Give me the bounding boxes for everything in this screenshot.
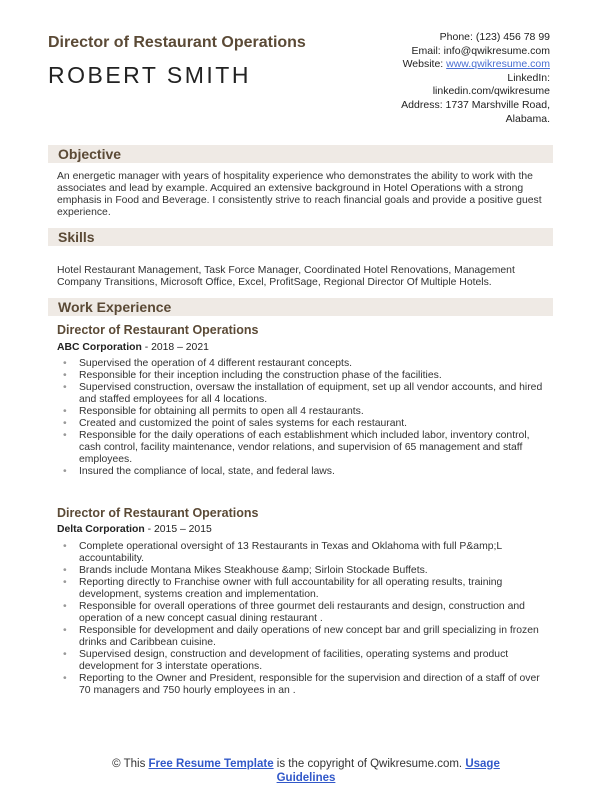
experience-section-header — [48, 298, 553, 316]
job-1-company-line — [57, 342, 209, 353]
contact-address-line2: Alabama. — [505, 112, 550, 125]
contact-website — [330, 58, 550, 72]
contact-block — [330, 31, 550, 126]
list-item: • Responsible for the daily operations of each establishment which included labor, inventory control, cash control, facility maintenance, vendor relations, and supervision of 65 management and staff employees. — [57, 430, 552, 466]
job-1-title: Director of Restaurant Operations — [57, 323, 259, 337]
contact-linkedin-label: LinkedIn: — [507, 71, 550, 84]
job-2-company: Delta Corporation — [57, 524, 145, 535]
objective-heading: Objective — [58, 146, 122, 162]
list-item: • Reporting directly to Franchise owner with full accountability for all operating results, training development, systems creation and implementation. — [57, 577, 552, 601]
objective-text: An energetic manager with years of hospitality experience who demonstrates the ability to work with the associates and lead by example. Acquired an extensive background in Hotel Operations with a strong emphasis in Food and Beverage. I consistently strive to reach financial goals and provide a positive guest experience. — [57, 171, 542, 218]
job-1-dates: - 2018 – 2021 — [141, 342, 209, 353]
list-item: • Supervised the operation of 4 different restaurant concepts. — [57, 358, 552, 370]
list-item: • Reporting to the Owner and President, responsible for the supervision and direction of a staff of over 70 managers and 750 hourly employees in an . — [57, 673, 552, 697]
list-item: • Supervised design, construction and development of facilities, operating systems and product development for 3 interstate operations. — [57, 649, 552, 673]
list-item: • Responsible for their inception including the construction phase of the facilities. — [57, 370, 552, 382]
website-label: Website: — [402, 58, 447, 71]
candidate-name: ROBERT SMITH — [48, 62, 251, 88]
list-item: • Created and customized the point of sales systems for each restaurant. — [57, 418, 552, 430]
skills-heading: Skills — [58, 229, 95, 245]
objective-section-header — [48, 145, 553, 163]
job-1-company: ABC Corporation — [57, 342, 142, 353]
footer-prefix: © This — [112, 758, 149, 770]
list-item: • Insured the compliance of local, state, and federal laws. — [57, 466, 552, 478]
contact-email: Email: info@qwikresume.com — [411, 44, 550, 57]
skills-text: Hotel Restaurant Management, Task Force Manager, Coordinated Hotel Renovations, Management Company Transitions, Microsoft Office, Excel, ProfitSage, Regional Director Of Multiple Hotels. — [57, 265, 515, 288]
free-resume-template-link[interactable]: Free Resume Template — [148, 758, 274, 770]
job-2-dates: - 2015 – 2015 — [144, 524, 212, 535]
resume-job-title: Director of Restaurant Operations — [48, 34, 306, 51]
list-item: • Brands include Montana Mikes Steakhouse &amp; Sirloin Stockade Buffets. — [57, 565, 552, 577]
footer-middle: is the copyright of Qwikresume.com. — [273, 758, 466, 770]
contact-address-line1: Address: 1737 Marshville Road, — [401, 98, 550, 111]
job-2-title: Director of Restaurant Operations — [57, 506, 259, 520]
job-1-bullet-list — [57, 358, 552, 478]
list-item: • Responsible for obtaining all permits to open all 4 restaurants. — [57, 406, 552, 418]
website-link[interactable]: www.qwikresume.com — [446, 58, 550, 71]
list-item: • Responsible for development and daily operations of new concept bar and grill specializing in frozen drinks and Caribbean cuisine. — [57, 625, 552, 649]
copyright-footer — [0, 757, 612, 785]
list-item: • Complete operational oversight of 13 Restaurants in Texas and Oklahoma with full P&amp;L accountability. — [57, 541, 552, 565]
job-2-bullet-list — [57, 541, 552, 697]
job-2-company-line — [57, 524, 212, 535]
usage-link-part2[interactable]: Guidelines — [276, 772, 336, 784]
contact-linkedin-value: linkedin.com/qwikresume — [432, 85, 550, 98]
list-item: • Responsible for overall operations of three gourmet deli restaurants and design, construction and operation of a new concept casual dining restaurant . — [57, 601, 552, 625]
experience-heading: Work Experience — [58, 299, 172, 315]
usage-link-part1[interactable]: Usage — [465, 758, 500, 770]
contact-phone: Phone: (123) 456 78 99 — [439, 31, 550, 43]
skills-section-header — [48, 228, 553, 246]
list-item: • Supervised construction, oversaw the installation of equipment, set up all vendor accounts, and hired and staffed employees for all 4 locations. — [57, 382, 552, 406]
